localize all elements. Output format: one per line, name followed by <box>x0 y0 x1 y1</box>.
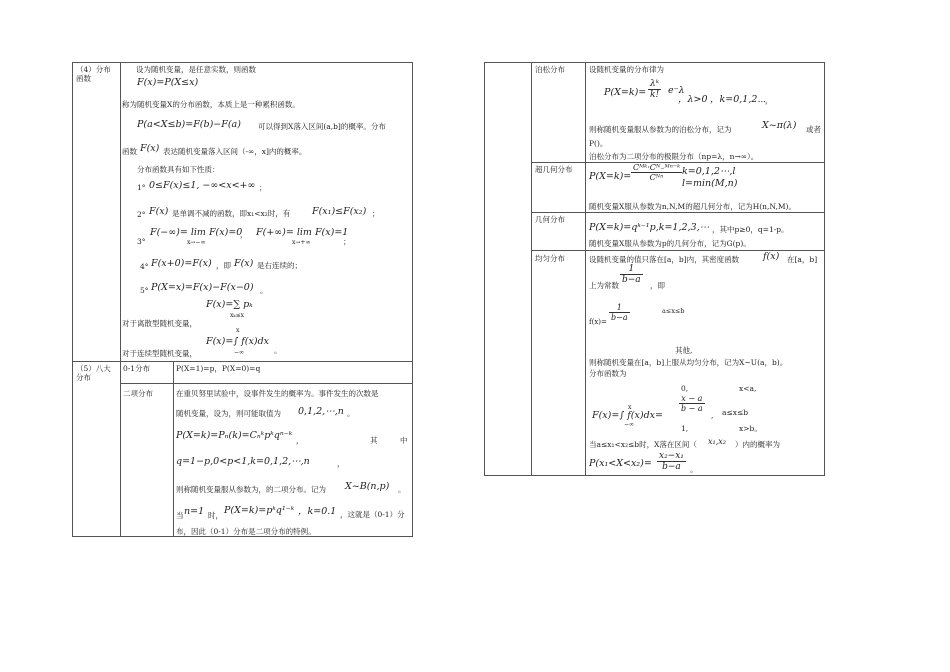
binom-l5-formula: X~B(n,p) <box>345 481 390 492</box>
binom-l3-end: ， <box>296 436 304 445</box>
uniform-l1-end: 在[a，b] <box>787 255 818 264</box>
binom-l5: 则称随机变量服从参数为，的二项分布。记为 <box>176 485 326 494</box>
poisson-post: e⁻λ <box>668 85 685 96</box>
prop2-ineq: F(x₁)≤F(x₂) <box>312 206 367 217</box>
binom-l3-qi: 其 <box>370 436 378 445</box>
uniform-l2-end: ，即 <box>650 281 665 290</box>
binom-l4-formula: q=1−p,0<p<1,k=0,1,2,⋯,n <box>176 456 310 467</box>
left-subcol-divider <box>173 361 174 537</box>
binom-l6-mid: 时， <box>208 511 223 520</box>
uniform-const-num: 1 <box>620 264 643 275</box>
poisson-den: k! <box>650 90 660 100</box>
distfn-props-intro: 分布函数具有如下性质： <box>137 165 220 174</box>
distfn-f1: F(x)=P(X≤x) <box>137 77 199 88</box>
uniform-c2-end: , <box>711 411 714 420</box>
prop4-text: ，即 <box>216 261 231 270</box>
binom-l6-k: ，k=0.1 <box>298 506 337 517</box>
left-row-divider <box>72 361 413 362</box>
left-subrow-divider <box>120 383 413 384</box>
uniform-label: 均匀分布 <box>535 254 565 263</box>
binom-l2-end: 。 <box>347 409 355 418</box>
hyper-den: Cᴺⁿ <box>649 173 664 182</box>
uniform-const-frac <box>620 264 643 285</box>
prop4-text2: 是右连续的； <box>257 261 302 270</box>
uniform-c2-num: x − a <box>679 394 705 404</box>
uniform-cdf-sub: −∞ <box>624 421 635 428</box>
uniform-c3-cond: x>b。 <box>739 424 762 433</box>
uniform-dens-num: 1 <box>609 303 630 313</box>
prop5-num: 5° <box>140 286 149 295</box>
continuous-formula: F(x)=∫ f(x)dx <box>206 336 270 347</box>
poisson-l1: 设随机变量的分布律为 <box>589 65 664 74</box>
eight-label: （5）八大分布 <box>76 364 111 382</box>
prop5-formula: P(X=x)=F(x)−F(x−0) <box>151 282 254 293</box>
distfn-f2: P(a<X≤b)=F(b)−F(a) <box>137 119 241 130</box>
prop2-text: 是单调不减的函数，即x₁<x₂时，有 <box>172 209 291 218</box>
right-row-divider-3 <box>531 250 825 251</box>
uniform-cdf-sup: x <box>628 404 632 411</box>
uniform-c2-frac <box>679 394 705 413</box>
zero-one-label: 0-1分布 <box>123 364 151 373</box>
prop3-limit-neg: F(−∞)= lim F(x)=0 <box>150 227 243 238</box>
discrete-sub: xₖ≤x <box>230 312 244 319</box>
binom-l6-text: ，这就是（0-1）分 <box>340 510 405 519</box>
prop3-sub-neg: x→−∞ <box>187 239 206 246</box>
prop4-fx: F(x) <box>234 258 254 269</box>
right-col-divider-2 <box>585 62 586 476</box>
prop1-end: ； <box>259 183 267 192</box>
uniform-l4: 分布函数为 <box>589 369 627 378</box>
distfn-interval-pre: 函数 <box>122 147 137 156</box>
zero-one-text: P(X=1)=p，P(X=0)=q <box>176 364 261 373</box>
poisson-l2-end: 或者 <box>806 125 821 134</box>
uniform-p-num: x₂−x₁ <box>659 451 684 461</box>
prop3-limit-pos: F(+∞)= lim F(x)=1 <box>256 227 349 238</box>
poisson-cond2: ，k=0,1,2⋯ <box>710 94 766 105</box>
binom-l3-formula: P(X=k)=Pₙ(k)=Cₙᵏpᵏqⁿ⁻ᵏ <box>176 430 293 441</box>
binom-l5-end: 。 <box>398 485 406 494</box>
poisson-l2-formula: X~π(λ) <box>762 120 797 131</box>
uniform-dens-frac <box>609 303 630 322</box>
uniform-dens-pre: f(x)= <box>589 318 607 326</box>
uniform-c2-cond: a≤x≤b <box>722 408 749 417</box>
prop3-comma: ， <box>240 230 248 239</box>
binom-l7: 布，因此（0-1）分布是二项分布的特例。 <box>176 527 316 536</box>
uniform-l1-fx: f(x) <box>763 251 780 262</box>
discrete-formula: F(x)=∑ pₖ <box>206 299 253 310</box>
poisson-l3: P()。 <box>589 139 608 148</box>
distfn-label: （4）分布函数 <box>76 65 111 83</box>
hyper-cond2: l=min(M,n) <box>682 178 738 189</box>
prop4-formula: F(x+0)=F(x) <box>151 258 212 269</box>
hyper-cond1: k=0,1,2⋯,l <box>682 166 736 177</box>
geom-l2: 随机变量X服从参数为p的几何分布，记为G(p)。 <box>589 239 751 248</box>
prop3-num: 3° <box>137 237 146 246</box>
hyper-pre: P(X=k)= <box>589 171 632 182</box>
geom-formula: P(X=k)=qᵏ⁻¹p,k=1,2,3,⋯ <box>589 222 710 233</box>
binom-l6-pre: 当 <box>176 511 184 520</box>
right-row-divider-2 <box>531 212 825 213</box>
distfn-intro: 设为随机变量，是任意实数，则函数 <box>136 65 256 74</box>
geom-label: 几何分布 <box>535 215 565 224</box>
uniform-p-end: 。 <box>690 465 698 474</box>
poisson-num: λᵏ <box>648 79 661 90</box>
uniform-c2-den: b − a <box>681 404 703 413</box>
hyper-num: Cᴹᵏ·Cᴺ₋ᴹⁿ⁻ᵏ <box>633 163 681 172</box>
distfn-cumul: 称为随机变量X的分布函数，本质上是一种累积函数。 <box>122 100 300 109</box>
prop1-formula: 0≤F(x)≤1, −∞<x<+∞ <box>149 180 256 191</box>
prop5-end: 。 <box>260 286 268 295</box>
binom-l4-end: ， <box>337 459 345 468</box>
geom-formula-end: ，其中p≥0，q=1-p。 <box>712 225 789 234</box>
uniform-c1-value: 0, <box>681 384 689 393</box>
binom-l6-formula: P(X=k)=pᵏq¹⁻ᵏ <box>224 505 295 516</box>
hyper-l2: 随机变量X服从参数为n,N,M的超几何分布，记为H(n,N,M)。 <box>589 202 796 211</box>
distfn-interval-text: 表达随机变量落入区间（-∞，x]内的概率。 <box>163 147 307 156</box>
prop4-num: 4° <box>140 262 149 271</box>
uniform-l2: 上为常数 <box>589 281 619 290</box>
uniform-const-den: b−a <box>622 275 641 285</box>
distfn-interval-fx: F(x) <box>140 143 160 154</box>
binom-l1: 在重贝努里试验中，设事件发生的概率为。事件发生的次数是 <box>176 389 379 398</box>
prop2-end: ； <box>372 209 380 218</box>
poisson-frac <box>648 79 661 100</box>
distfn-f2-note: 可以得到X落入区间(a,b]的概率。分布 <box>258 122 386 131</box>
poisson-cond1: ，λ>0 <box>678 94 708 105</box>
uniform-cdf: F(x)=∫ f(x)dx= <box>592 410 663 421</box>
prop3-sub-pos: x→+∞ <box>292 239 311 246</box>
uniform-dens-cond: a≤x≤b <box>662 307 685 315</box>
binom-l6-n: n=1 <box>184 506 205 517</box>
binom-label: 二项分布 <box>123 389 153 398</box>
prop1-num: 1° <box>137 183 146 192</box>
uniform-l5-end: ）内的概率为 <box>735 440 780 449</box>
prop2-fx: F(x) <box>149 206 169 217</box>
prop2-num: 2° <box>137 210 146 219</box>
uniform-l5: 当a≤x₁<x₂≤b时，X落在区间（ <box>589 440 697 449</box>
binom-l2: 随机变量，设为，则可能取值为 <box>176 409 281 418</box>
hyper-label: 超几何分布 <box>535 165 573 174</box>
poisson-cond-end: ， <box>765 96 773 105</box>
poisson-label: 泊松分布 <box>535 65 565 74</box>
continuous-end: 。 <box>274 346 282 355</box>
uniform-c3-value: 1, <box>681 424 689 433</box>
hyper-frac <box>631 163 682 182</box>
poisson-l2: 则称随机变量服从参数为的泊松分布，记为 <box>589 125 732 134</box>
continuous-label: 对于连续型随机变量， <box>122 349 197 358</box>
uniform-l3: 则称随机变量在[a，b]上服从均匀分布，记为X~U(a，b)。 <box>589 358 788 367</box>
prop3-end: ； <box>343 237 351 246</box>
continuous-sup: x <box>236 327 240 334</box>
left-col-divider <box>120 62 121 537</box>
poisson-pre: P(X=k)= <box>604 87 647 98</box>
uniform-l5-formula: x₁,x₂ <box>708 437 726 446</box>
uniform-dens-den: b−a <box>611 313 628 322</box>
discrete-label: 对于离散型随机变量， <box>122 319 197 328</box>
right-col-divider-1 <box>531 62 532 476</box>
uniform-p-frac <box>657 451 686 472</box>
binom-l3-zhong: 中 <box>400 436 408 445</box>
uniform-p-pre: P(x₁<X<x₂)= <box>589 458 652 469</box>
uniform-l1: 设随机变量的值只落在[a，b]内，其密度函数 <box>589 255 740 264</box>
uniform-p-den: b−a <box>662 462 681 472</box>
binom-l2-vals: 0,1,2,⋯,n <box>298 406 344 417</box>
poisson-l4: 泊松分布为二项分布的极限分布（np=λ，n→∞）。 <box>589 152 759 161</box>
continuous-sub: −∞ <box>234 349 245 356</box>
uniform-dens-other: 其他, <box>675 346 693 355</box>
uniform-c1-cond: x<a, <box>739 384 757 393</box>
